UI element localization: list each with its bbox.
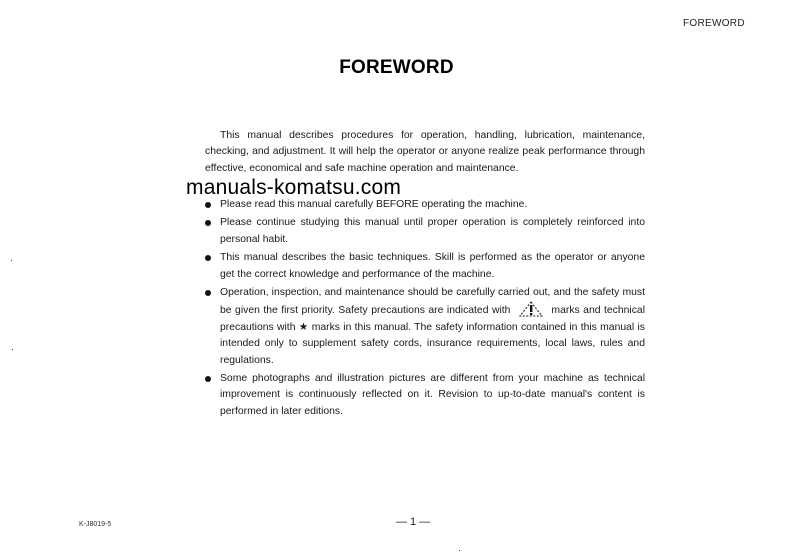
running-head: FOREWORD bbox=[683, 18, 745, 29]
bullet-dot-icon bbox=[205, 290, 211, 296]
watermark: manuals-komatsu.com bbox=[186, 176, 402, 199]
intro-paragraph: This manual describes procedures for operation, handling, lubrication, maintenance, checking, and adjustment. It will help the operator or anyone realize peak performance through effective, economical and safe machine operation and maintenance. bbox=[205, 130, 645, 174]
bullet-text: This manual describes the basic techniques. Skill is performed as the operator or anyone get the correct knowledge and performance of the machine. bbox=[220, 252, 645, 280]
warning-triangle-icon bbox=[518, 301, 544, 317]
bullet-text: Some photographs and illustration pictures are different from your machine as technical improvement is continuously reflected on it. Revision to up-to-date manual's content is performed in later editions. bbox=[220, 373, 645, 417]
bullet-text: Operation, inspection, and maintenance should be carefully carried out, and the safety must be given the first priority. Safety precautions are indicated with bbox=[220, 287, 645, 317]
bullet-dot-icon bbox=[205, 376, 211, 382]
bullet-dot-icon bbox=[205, 255, 211, 261]
page-number: — 1 — bbox=[396, 516, 431, 528]
bullet-text: Please continue studying this manual until proper operation is completely reinforced into personal habit. bbox=[220, 217, 645, 245]
bullet-item bbox=[205, 285, 645, 369]
bullet-text: Please read this manual carefully BEFORE operating the machine. bbox=[220, 199, 528, 210]
document-code: K-J8019-5 bbox=[79, 521, 112, 528]
bullet-item bbox=[205, 371, 645, 420]
scan-speck bbox=[459, 550, 460, 551]
bullet-dot-icon bbox=[205, 202, 211, 208]
bullet-text: marks and technical precautions with ★ marks in this manual. The safety information contained in this manual is intended only to supplement safety cords, insurance requirements, local laws, rules and regulations. bbox=[220, 305, 646, 366]
bullet-item bbox=[205, 215, 645, 248]
bullet-dot-icon bbox=[205, 220, 211, 226]
scan-speck bbox=[11, 260, 12, 261]
scan-speck bbox=[12, 349, 13, 350]
page-title: FOREWORD bbox=[339, 57, 454, 78]
bullet-list bbox=[205, 197, 645, 422]
bullet-item bbox=[205, 250, 645, 283]
bullet-item bbox=[205, 197, 645, 213]
